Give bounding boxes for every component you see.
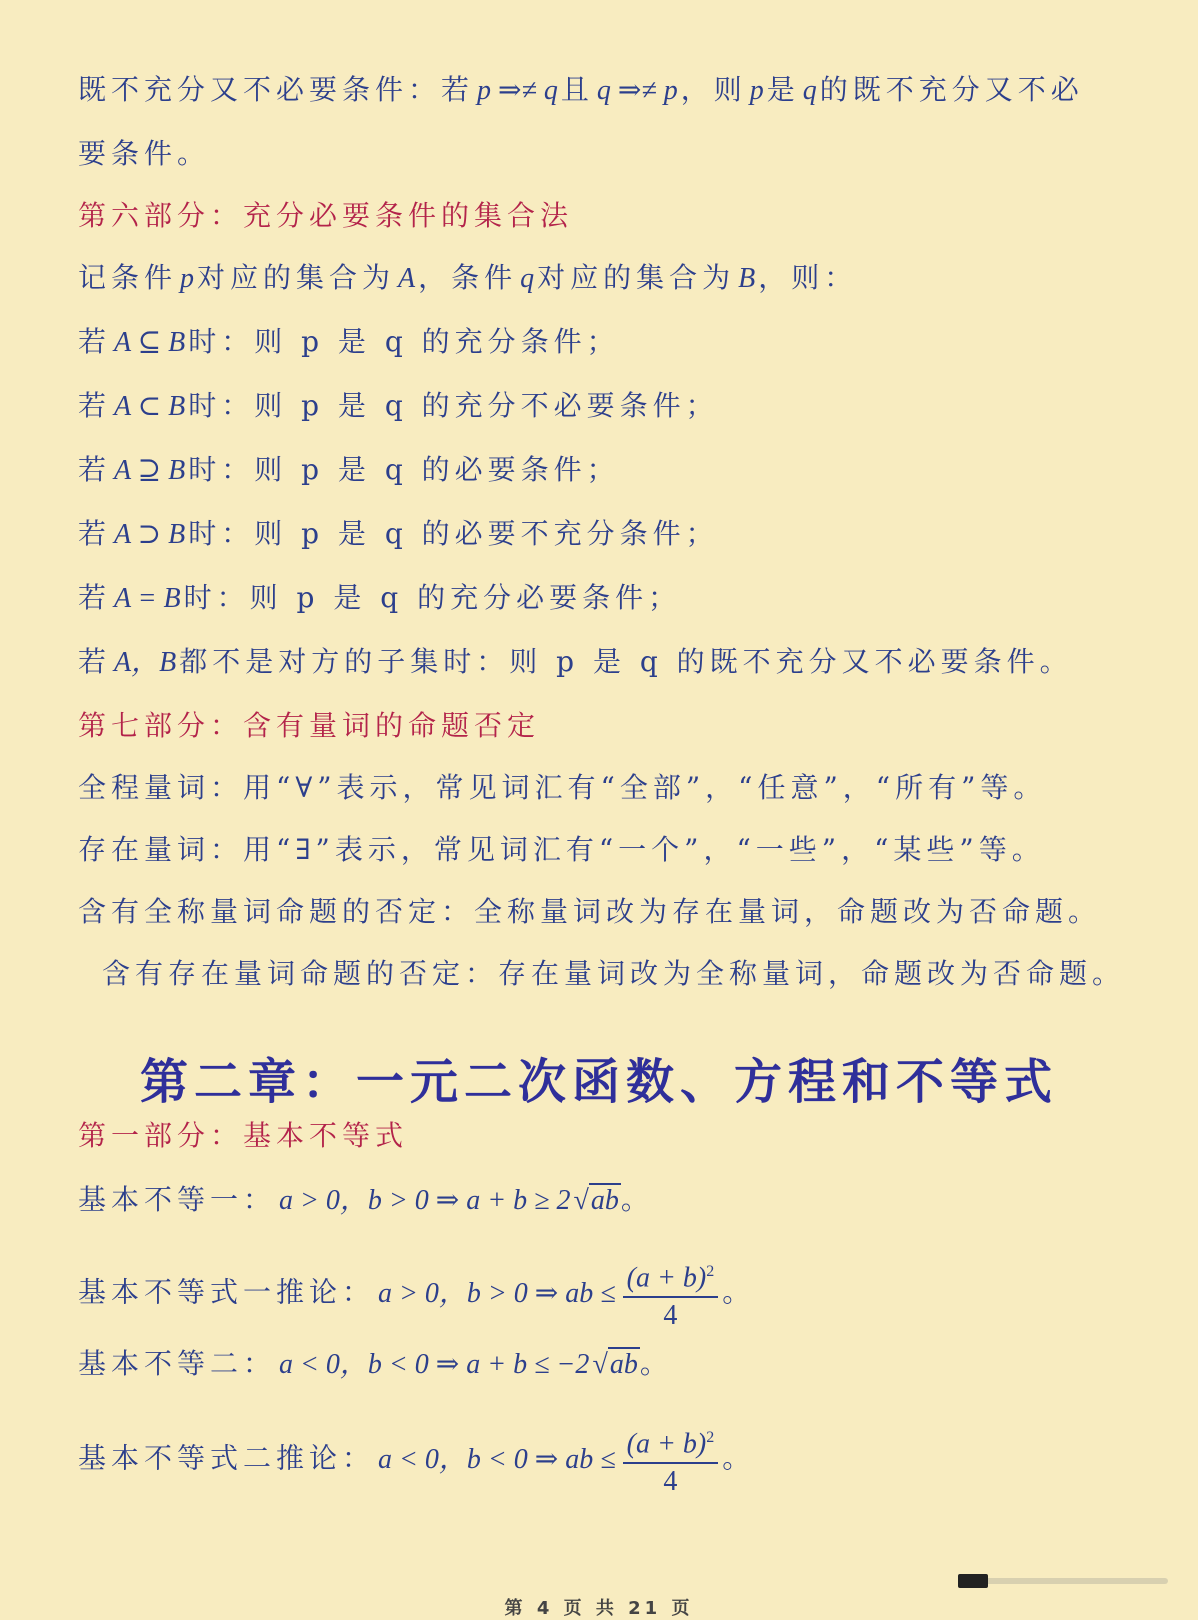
radicand: ab <box>590 1185 619 1216</box>
label: 基本不等二： <box>78 1347 277 1380</box>
text: 既不充分又不必要条件：若 <box>78 73 475 106</box>
math: p <box>180 263 195 294</box>
text: 。 <box>639 1347 673 1380</box>
line-universal-negation: 含有全称量词命题的否定：全称量词改为存在量词，命题改为否命题。 <box>78 895 1102 928</box>
math: A <box>398 263 416 294</box>
line-continuation: 要条件。 <box>78 137 211 170</box>
section-heading-6: 第六部分：充分必要条件的集合法 <box>78 199 574 232</box>
fraction <box>623 1420 719 1500</box>
line-existential-negation: 含有存在量词命题的否定：存在量词改为全称量词，命题改为否命题。 <box>102 957 1126 990</box>
math: q <box>520 263 535 294</box>
inequality-1-corollary <box>78 1254 755 1334</box>
inequality-2 <box>78 1346 673 1383</box>
rule-equal <box>78 580 681 617</box>
math: p <box>749 75 764 106</box>
numerator <box>623 1420 719 1464</box>
text: 若 <box>78 325 112 358</box>
math: a < 0，b < 0 ⇒ ab ≤ <box>378 1443 616 1475</box>
page-footer: 第 4 页 共 21 页 <box>504 1598 694 1619</box>
sqrt: √ab <box>592 1349 638 1380</box>
text: ，条件 <box>418 261 518 294</box>
chapter-title: 第二章：一元二次函数、方程和不等式 <box>139 1054 1058 1110</box>
num-text: (a + b) <box>626 1428 707 1460</box>
label: 基本不等式一推论： <box>78 1275 376 1309</box>
text: 若 <box>78 517 112 550</box>
exponent: 2 <box>706 1263 715 1280</box>
sqrt: √ab <box>573 1185 619 1216</box>
rule-proper-subset <box>78 388 719 425</box>
math: A，B <box>114 647 177 678</box>
numerator <box>623 1254 719 1298</box>
math: B <box>738 263 756 294</box>
math: q ⇒≠ p <box>596 75 678 106</box>
fraction <box>623 1254 719 1334</box>
scrollbar-track[interactable] <box>958 1578 1168 1584</box>
text: 时：则 p 是 q 的必要条件； <box>188 453 620 486</box>
math: A = B <box>114 583 181 614</box>
inequality-1 <box>78 1182 654 1219</box>
text: 且 <box>560 73 594 106</box>
rule-proper-superset <box>78 516 719 553</box>
text: 的既不充分又不必 <box>819 73 1084 106</box>
math: p ⇒≠ q <box>477 75 558 106</box>
text: 。 <box>722 1441 756 1475</box>
text: 记条件 <box>78 261 178 294</box>
text: 若 <box>78 581 112 614</box>
text: 若 <box>78 645 112 678</box>
math: A ⊂ B <box>114 391 186 422</box>
text: 对应的集合为 <box>537 261 736 294</box>
text: 。 <box>620 1183 654 1216</box>
math: A ⊇ B <box>114 455 186 486</box>
line-universal-quantifier: 全程量词：用“∀”表示，常见词汇有“全部”，“任意”，“所有”等。 <box>78 771 1047 804</box>
label: 基本不等一： <box>78 1183 277 1216</box>
horizontal-scrollbar[interactable] <box>958 1574 1168 1588</box>
text: 时：则 p 是 q 的充分条件； <box>188 325 620 358</box>
text: 若 <box>78 389 112 422</box>
rule-subset <box>78 324 620 361</box>
math: a > 0，b > 0 ⇒ a + b ≥ 2 <box>279 1185 571 1216</box>
exponent: 2 <box>706 1429 715 1446</box>
math: a < 0，b < 0 ⇒ a + b ≤ −2 <box>279 1349 590 1380</box>
text: ，则： <box>758 261 858 294</box>
text: 时：则 p 是 q 的必要不充分条件； <box>188 517 719 550</box>
line-set-definition <box>78 260 857 297</box>
math: A ⊃ B <box>114 519 186 550</box>
text: 是 <box>766 73 800 106</box>
denominator: 4 <box>663 1300 678 1332</box>
label: 基本不等式二推论： <box>78 1441 376 1475</box>
scrollbar-thumb[interactable] <box>958 1574 988 1588</box>
section-heading-7: 第七部分：含有量词的命题否定 <box>78 709 541 742</box>
line-existential-quantifier: 存在量词：用“∃”表示，常见词汇有“一个”，“一些”，“某些”等。 <box>78 833 1045 866</box>
text: 若 <box>78 453 112 486</box>
line-neither-condition <box>78 72 1084 109</box>
rule-neither-subset <box>78 644 1073 681</box>
text: 。 <box>722 1275 756 1309</box>
math: A ⊆ B <box>114 327 186 358</box>
inequality-2-corollary <box>78 1420 755 1500</box>
text: 对应的集合为 <box>197 261 396 294</box>
section-heading-part1: 第一部分：基本不等式 <box>78 1119 409 1152</box>
radicand: ab <box>609 1349 638 1380</box>
math: q <box>802 75 817 106</box>
denominator: 4 <box>663 1466 678 1498</box>
rule-superset <box>78 452 620 489</box>
text: 时：则 p 是 q 的充分不必要条件； <box>188 389 719 422</box>
text: ，则 <box>680 73 747 106</box>
text: 都不是对方的子集时：则 p 是 q 的既不充分又不必要条件。 <box>179 645 1073 678</box>
num-text: (a + b) <box>626 1262 707 1294</box>
text: 时：则 p 是 q 的充分必要条件； <box>183 581 682 614</box>
math: a > 0，b > 0 ⇒ ab ≤ <box>378 1277 616 1309</box>
